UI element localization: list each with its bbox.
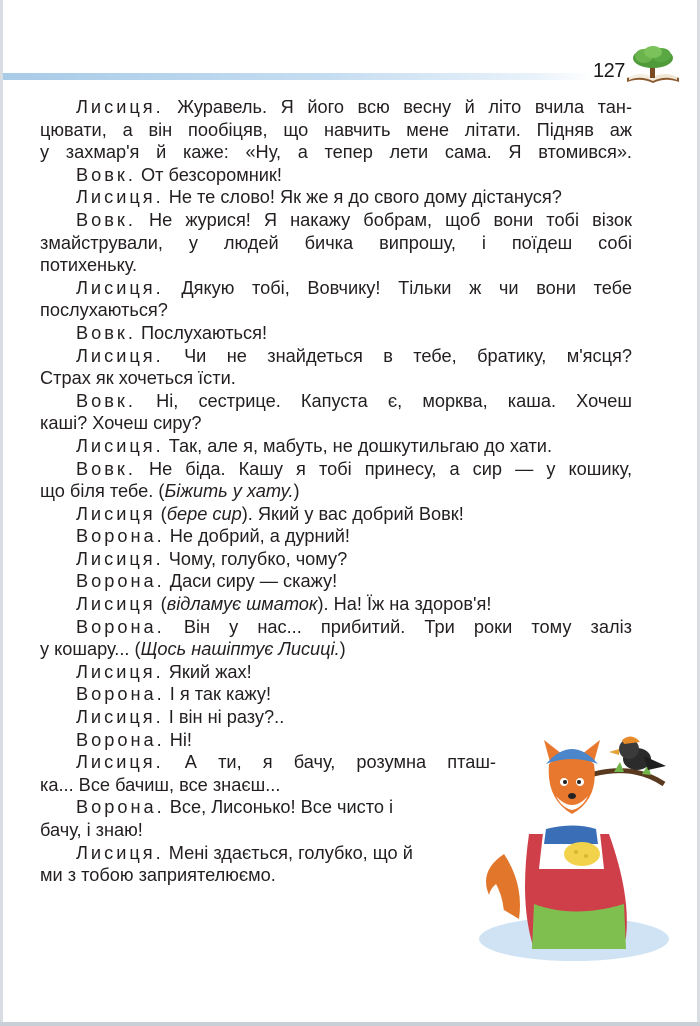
line-text: ( — [155, 594, 167, 615]
speaker-name: Вовк. — [76, 164, 136, 185]
line-text: Ні, сестрице. Капуста є, морква, каша. Хочеш — [135, 390, 632, 411]
speaker-name: Ворона. — [76, 616, 165, 637]
line-text: От безсоромник! — [135, 164, 282, 185]
speaker-name: Лисиця. — [76, 842, 164, 863]
speaker-name: Лисиця. — [76, 661, 164, 682]
speaker-name: Вовк. — [76, 458, 136, 479]
line-text: Журавель. Я його всю весну й літо вчила тан- — [163, 97, 632, 117]
text-line — [40, 751, 496, 774]
line-text: Який жах! — [163, 661, 252, 682]
text-line — [40, 277, 632, 300]
line-text: ( — [155, 503, 167, 524]
text-line — [40, 96, 632, 119]
text-line — [40, 232, 632, 255]
fox-and-crow-illustration — [474, 704, 679, 966]
line-text: Послухаються! — [135, 322, 268, 343]
book-with-tree-icon — [623, 44, 683, 88]
line-text: Все, Лисонько! Все чисто і — [164, 797, 394, 818]
line-text: у кошару... ( — [40, 639, 141, 660]
text-line — [40, 209, 632, 232]
text-line — [40, 548, 632, 571]
text-line — [40, 683, 632, 706]
line-text: Не біда. Кашу я тобі принесу, а сир — у кошику, — [135, 458, 632, 479]
text-line — [40, 254, 632, 277]
text-line — [40, 570, 632, 593]
text-line — [40, 299, 632, 322]
line-text: Страх як хочеться їсти. — [40, 368, 236, 389]
line-text-tail: ) — [339, 639, 346, 660]
line-text: Не те слово! Як же я до свого дому дістануся? — [163, 187, 562, 208]
speaker-name: Ворона. — [76, 797, 165, 818]
text-line — [40, 435, 632, 458]
line-text: Даси сиру — скажу! — [164, 571, 338, 592]
text-line — [40, 322, 632, 345]
text-line — [40, 186, 632, 209]
stage-direction: відламує шматок — [166, 594, 318, 615]
line-text-tail: ). Який у вас добрий Вовк! — [241, 503, 464, 524]
speaker-name: Лисиця. — [76, 277, 164, 298]
speaker-name: Вовк. — [76, 390, 136, 411]
text-line — [40, 661, 632, 684]
line-text: Не добрий, а дурний! — [164, 526, 350, 547]
line-text: Він у нас... прибитий. Три роки тому заліз — [164, 616, 632, 637]
text-line — [40, 412, 632, 435]
text-line — [40, 458, 632, 481]
speaker-name: Ворона. — [76, 526, 165, 547]
line-text: І я так кажу! — [164, 684, 272, 705]
speaker-name: Лисиця. — [76, 548, 164, 569]
line-text: цювати, а він пообіцяв, що навчить мене літати. Підняв аж — [40, 119, 632, 140]
line-text: ми з тобою заприятелюємо. — [40, 865, 276, 886]
text-line — [40, 480, 632, 503]
header-rule — [3, 73, 593, 80]
line-text: що біля тебе. ( — [40, 481, 165, 502]
text-line — [40, 525, 632, 548]
text-line — [40, 164, 632, 187]
text-line — [40, 367, 632, 390]
speaker-name: Лисиця — [76, 594, 156, 615]
speaker-name: Вовк. — [76, 322, 136, 343]
page-border-left — [0, 0, 3, 1026]
text-line — [40, 593, 632, 616]
text-line — [40, 638, 632, 661]
text-line — [40, 842, 496, 865]
line-text: Чи не знайдеться в тебе, братику, м'ясця? — [163, 345, 632, 366]
line-text: каші? Хочеш сиру? — [40, 413, 202, 434]
speaker-name: Лисиця. — [76, 707, 164, 728]
line-text-tail: ) — [293, 481, 300, 502]
page-border-bottom — [0, 1022, 700, 1026]
line-text: Так, але я, мабуть, не дошкутильгаю до хати. — [163, 435, 553, 456]
stage-direction: бере сир — [166, 503, 242, 524]
line-text: потихеньку. — [40, 255, 138, 276]
speaker-name: Лисиця. — [76, 752, 164, 773]
text-line — [40, 345, 632, 368]
line-text: Чому, голубко, чому? — [163, 548, 348, 569]
stage-direction: Щось нашіптує Лисиці. — [140, 639, 340, 660]
text-line — [40, 390, 632, 413]
speaker-name: Ворона. — [76, 729, 165, 750]
line-text: послухаються? — [40, 300, 168, 321]
speaker-name: Ворона. — [76, 684, 165, 705]
line-text: змайстрували, у людей бичка випрошу, і поїдеш собі — [40, 232, 632, 253]
line-text: Мені здається, голубко, що й — [163, 842, 413, 863]
stage-direction: Біжить у хату. — [164, 481, 294, 502]
line-text: у захмар'я й каже: «Ну, а тепер лети сама. Я втомився». — [40, 142, 632, 163]
speaker-name: Лисиця. — [76, 187, 164, 208]
text-line — [40, 119, 632, 142]
line-text: Дякую тобі, Вовчику! Тільки ж чи вони тебе — [163, 277, 632, 298]
page-number: 127 — [593, 60, 625, 82]
text-line — [40, 616, 632, 639]
speaker-name: Лисиця. — [76, 435, 164, 456]
line-text-tail: ). На! Їж на здоров'я! — [317, 594, 492, 615]
line-text: Не журися! Я накажу бобрам, щоб вони тобі візок — [135, 209, 632, 230]
text-line — [40, 141, 632, 164]
speaker-name: Ворона. — [76, 571, 165, 592]
line-text: ка... Все бачиш, все знаєш... — [40, 774, 281, 795]
speaker-name: Вовк. — [76, 209, 136, 230]
speaker-name: Лисиця — [76, 503, 156, 524]
line-text: бачу, і знаю! — [40, 820, 143, 840]
line-text: Ні! — [164, 729, 192, 750]
text-line — [40, 503, 632, 526]
speaker-name: Лисиця. — [76, 97, 164, 117]
line-text: А ти, я бачу, розумна пташ- — [163, 752, 496, 773]
speaker-name: Лисиця. — [76, 345, 164, 366]
text-line — [40, 796, 496, 819]
line-text: І він ні разу?.. — [163, 707, 285, 728]
